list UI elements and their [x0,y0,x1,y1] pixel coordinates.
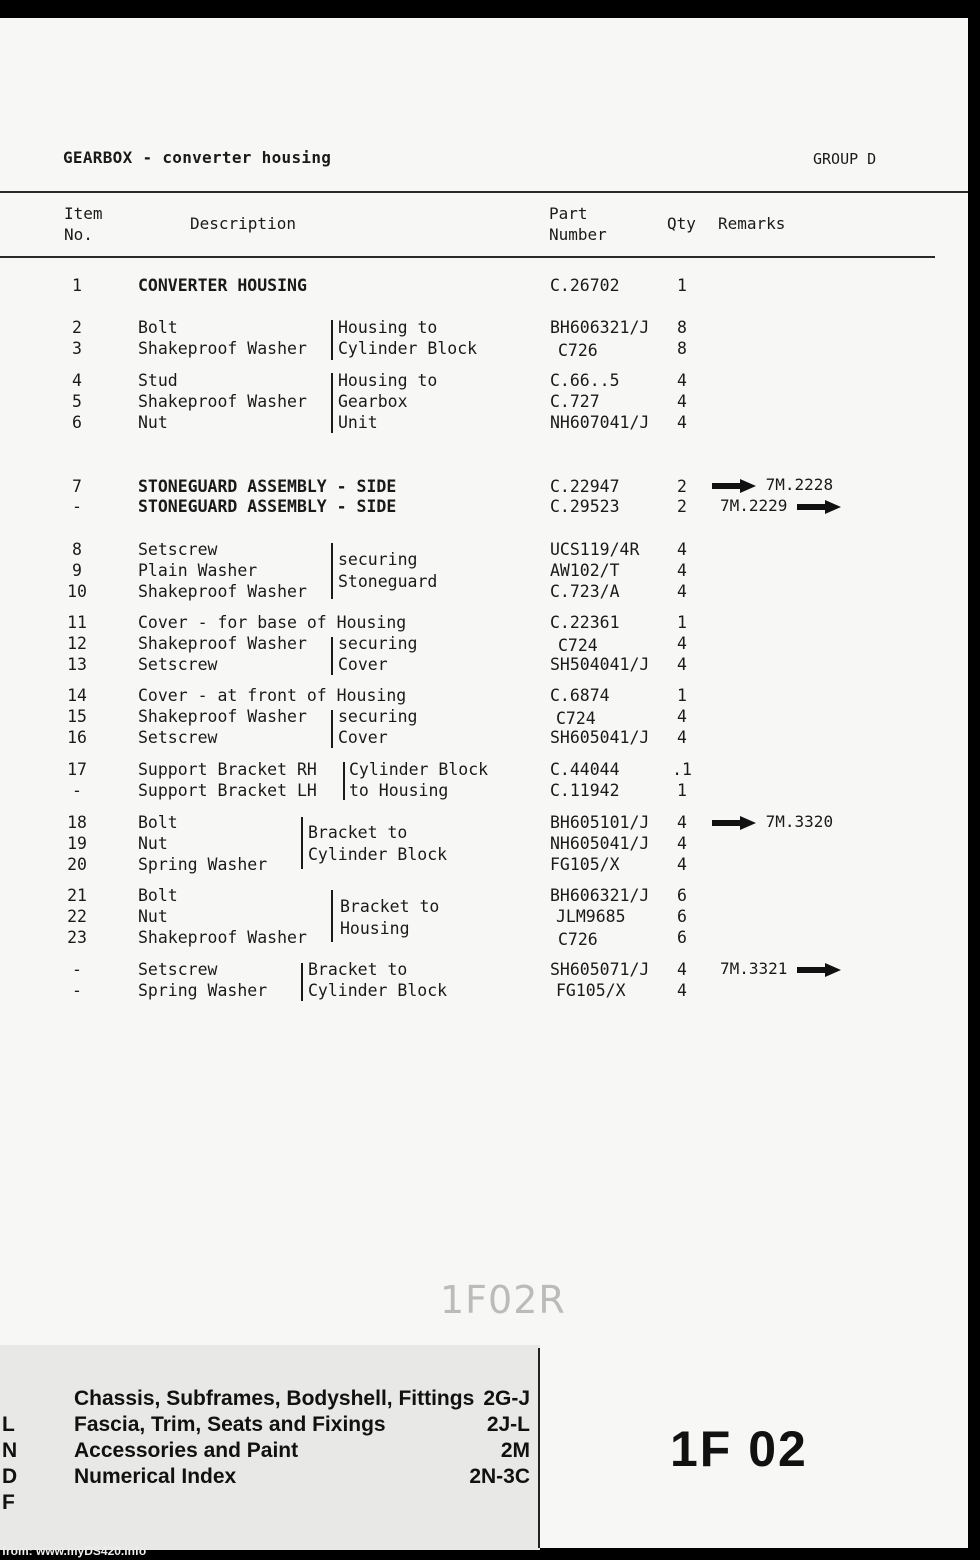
edge-letter: N [2,1439,18,1462]
part-number: SH605071/J [550,960,650,979]
item-number: 12 [67,634,87,653]
toc-entry[interactable]: Accessories and Paint [74,1439,299,1462]
item-description: Nut [138,834,168,853]
part-number: BH606321/J [550,318,650,337]
group-note: Cover [338,728,388,747]
part-number: JLM9685 [556,907,626,926]
item-number: 9 [72,561,82,580]
item-qty: 2 [677,497,687,516]
item-number: - [72,981,82,1000]
item-qty: 6 [677,907,687,926]
toc-entry[interactable]: Fascia, Trim, Seats and Fixings [74,1413,386,1436]
item-description: CONVERTER HOUSING [138,276,307,295]
item-qty: 8 [677,339,687,358]
item-number: 13 [67,655,87,674]
toc-ref[interactable]: 2G-J [483,1387,530,1410]
part-number: C.29523 [550,497,620,516]
group-bracket-line [331,373,333,433]
item-number: 20 [67,855,87,874]
toc-ref[interactable]: 2N-3C [469,1465,530,1488]
part-number: NH607041/J [550,413,650,432]
item-description: Cover - at front of Housing [138,686,407,705]
item-description: Stud [138,371,178,390]
column-header-part-number: Part Number [549,204,607,244]
group-note: Bracket to [340,897,440,916]
source-credit: from: www.myDS420.info [2,1544,147,1558]
group-label: GROUP D [813,150,877,168]
item-number: 7 [72,477,82,496]
part-number: AW102/T [550,561,620,580]
item-description: Nut [138,907,168,926]
item-qty: 4 [677,834,687,853]
item-description: Spring Washer [138,981,268,1000]
group-bracket-line [331,890,333,942]
remark-7m-3321: 7M.3321 [720,959,841,978]
group-note: to Housing [349,781,449,800]
toc-ref[interactable]: 2J-L [486,1413,530,1436]
item-description: Shakeproof Washer [138,634,307,653]
item-description: Support Bracket RH [138,760,317,779]
item-number: 17 [67,760,87,779]
item-qty: 4 [677,582,687,601]
column-header-qty: Qty [667,214,696,233]
part-number: C724 [556,709,596,728]
item-qty: 1 [677,276,687,295]
item-description: Shakeproof Washer [138,928,307,947]
item-qty: 4 [677,371,687,390]
page-title: GEARBOX - converter housing [63,148,332,167]
remark-7m-2229: 7M.2229 [720,496,841,515]
toc-entry[interactable]: Chassis, Subframes, Bodyshell, Fittings [74,1387,475,1410]
item-qty: 2 [677,477,687,496]
part-number: UCS119/4R [550,540,640,559]
item-number: - [72,781,82,800]
group-bracket-line [331,320,333,360]
item-qty: 4 [677,413,687,432]
item-number: 3 [72,339,82,358]
item-number: 2 [72,318,82,337]
item-qty: 4 [677,540,687,559]
header-rule [0,191,968,193]
arrow-right-icon [712,816,756,830]
group-note: Cylinder Block [338,339,478,358]
part-number: C.11942 [550,781,620,800]
item-description: Bolt [138,886,178,905]
group-note: Cylinder Block [349,760,489,779]
edge-letter: D [2,1465,18,1488]
group-bracket-line [331,710,333,748]
part-number: C.22361 [550,613,620,632]
group-note: securing [338,550,418,569]
part-number: SH605041/J [550,728,650,747]
frame-stamp: 1F02R [440,1278,566,1322]
item-description: Shakeproof Washer [138,707,307,726]
group-note: Bracket to [308,960,408,979]
column-header-item: Item No. [64,204,103,244]
group-note: Housing to [338,318,438,337]
group-bracket-line [301,963,303,1001]
item-qty: 1 [677,613,687,632]
group-note: Cover [338,655,388,674]
item-number: 5 [72,392,82,411]
item-description: Support Bracket LH [138,781,317,800]
group-bracket-line [301,817,303,869]
item-description: Shakeproof Washer [138,582,307,601]
group-note: Housing to [338,371,438,390]
item-number: 6 [72,413,82,432]
part-number: FG105/X [550,855,620,874]
item-qty: 1 [677,781,687,800]
item-number: 1 [72,276,82,295]
item-qty: 4 [677,561,687,580]
item-qty: 4 [677,960,687,979]
item-qty: 4 [677,855,687,874]
part-number: C.6874 [550,686,610,705]
remark-7m-3320: 7M.3320 [712,812,833,831]
item-number: - [72,497,82,516]
item-number: 19 [67,834,87,853]
item-description: STONEGUARD ASSEMBLY - SIDE [138,477,397,496]
group-note: Bracket to [308,823,408,842]
item-number: 8 [72,540,82,559]
item-description: Spring Washer [138,855,268,874]
part-number: BH605101/J [550,813,650,832]
group-note: Cylinder Block [308,981,448,1000]
group-note: securing [338,634,418,653]
column-header-rule [0,256,935,258]
item-number: 23 [67,928,87,947]
item-description: Setscrew [138,540,218,559]
item-qty: 4 [677,981,687,1000]
item-description: STONEGUARD ASSEMBLY - SIDE [138,497,397,516]
item-qty: 4 [677,813,687,832]
edge-letter: F [2,1491,15,1514]
item-description: Cover - for base of Housing [138,613,407,632]
part-number: NH605041/J [550,834,650,853]
item-number: 18 [67,813,87,832]
item-description: Plain Washer [138,561,258,580]
item-description: Setscrew [138,960,218,979]
toc-ref[interactable]: 2M [500,1439,530,1462]
arrow-right-icon [797,963,841,977]
group-bracket-line [331,637,333,675]
part-number: C.723/A [550,582,620,601]
item-description: Setscrew [138,655,218,674]
column-header-remarks: Remarks [718,214,786,233]
item-description: Shakeproof Washer [138,339,307,358]
item-qty: 4 [677,707,687,726]
group-note: Unit [338,413,378,432]
group-note: Housing [340,919,410,938]
item-description: Shakeproof Washer [138,392,307,411]
part-number: SH504041/J [550,655,650,674]
part-number: C726 [558,341,598,360]
part-number: C.66..5 [550,371,620,390]
part-number: C724 [558,636,598,655]
item-qty: .1 [672,760,692,779]
item-qty: 4 [677,392,687,411]
part-number: BH606321/J [550,886,650,905]
item-number: - [72,960,82,979]
item-number: 4 [72,371,82,390]
group-bracket-line [343,762,345,800]
item-qty: 4 [677,728,687,747]
item-description: Setscrew [138,728,218,747]
item-number: 15 [67,707,87,726]
item-number: 11 [67,613,87,632]
microfiche-frame-code: 1F 02 [670,1421,808,1477]
part-number: C726 [558,930,598,949]
arrow-right-icon [712,479,756,493]
footer-divider [538,1348,540,1548]
item-number: 21 [67,886,87,905]
item-qty: 4 [677,655,687,674]
item-description: Nut [138,413,168,432]
edge-letter: L [2,1413,15,1436]
part-number: C.727 [550,392,600,411]
part-number: C.44044 [550,760,620,779]
item-qty: 4 [677,634,687,653]
item-number: 16 [67,728,87,747]
item-number: 22 [67,907,87,926]
item-description: Bolt [138,813,178,832]
toc-entry[interactable]: Numerical Index [74,1465,237,1488]
group-note: Stoneguard [338,572,438,591]
column-header-description: Description [190,214,296,233]
item-number: 10 [67,582,87,601]
item-qty: 6 [677,886,687,905]
item-qty: 1 [677,686,687,705]
group-note: Cylinder Block [308,845,448,864]
group-note: securing [338,707,418,726]
item-qty: 8 [677,318,687,337]
item-description: Bolt [138,318,178,337]
arrow-right-icon [797,500,841,514]
part-number: C.26702 [550,276,620,295]
remark-7m-2228: 7M.2228 [712,475,833,494]
part-number: C.22947 [550,477,620,496]
item-number: 14 [67,686,87,705]
item-qty: 6 [677,928,687,947]
group-bracket-line [331,543,333,599]
group-note: Gearbox [338,392,408,411]
part-number: FG105/X [556,981,626,1000]
